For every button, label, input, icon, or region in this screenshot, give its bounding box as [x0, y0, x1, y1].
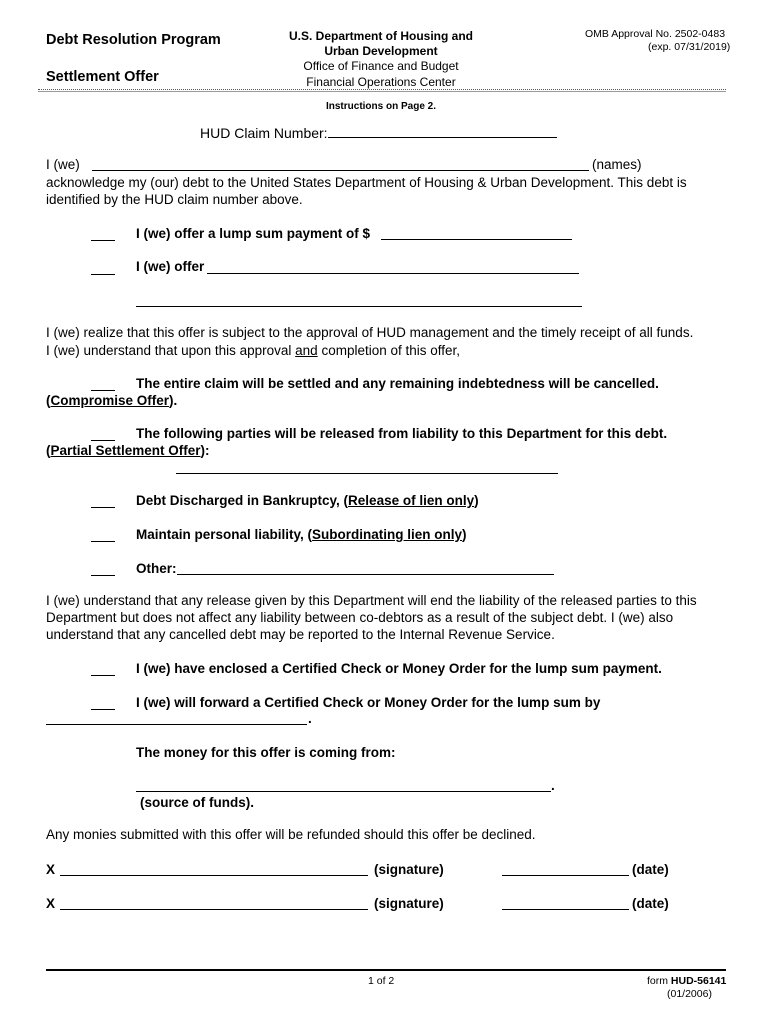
- acknowledge-line-2: identified by the HUD claim number above.: [46, 192, 303, 207]
- signature-field-2[interactable]: [60, 909, 368, 910]
- date-field-2[interactable]: [502, 909, 629, 910]
- names-prefix: I (we): [46, 157, 80, 172]
- date-label-1: (date): [632, 862, 669, 877]
- forward-label: I (we) will forward a Certified Check or Money Order for the lump sum by: [136, 695, 601, 710]
- signature-x-1: X: [46, 862, 56, 877]
- signature-label-1: (signature): [374, 862, 444, 877]
- forward-period: .: [308, 711, 312, 726]
- omb-expiration: (exp. 07/31/2019): [648, 41, 731, 53]
- personal-liability-label: Maintain personal liability, (Subordinating lien only): [136, 527, 467, 542]
- release-line-2: Department but does not affect any liability between co-debtors as a result of the subject debt. I (we) also: [46, 610, 674, 625]
- claim-number-field[interactable]: [328, 137, 557, 138]
- released-parties-field[interactable]: [176, 473, 558, 474]
- other-offer-checkbox[interactable]: [91, 274, 115, 275]
- partial-text: The following parties will be released from liability to this Department for this debt.: [136, 426, 668, 441]
- form-date: (01/2006): [667, 988, 712, 1000]
- enclosed-label: I (we) have enclosed a Certified Check or Money Order for the lump sum payment.: [136, 661, 662, 676]
- other-offer-field[interactable]: [207, 273, 579, 274]
- lump-sum-amount-field[interactable]: [381, 239, 572, 240]
- office-line-2: Financial Operations Center: [306, 75, 456, 89]
- compromise-label: (Compromise Offer).: [46, 393, 178, 408]
- source-question: The money for this offer is coming from:: [136, 745, 396, 760]
- enclosed-checkbox[interactable]: [91, 675, 115, 676]
- forward-date-field[interactable]: [46, 724, 307, 725]
- bankruptcy-label: Debt Discharged in Bankruptcy, (Release of lien only): [136, 493, 479, 508]
- omb-approval: OMB Approval No. 2502-0483: [584, 28, 726, 40]
- approval-line-1: I (we) realize that this offer is subject to the approval of HUD management and the timely receipt of all funds.: [46, 325, 694, 340]
- compromise-text: The entire claim will be settled and any remaining indebtedness will be cancelled.: [136, 376, 659, 391]
- other-option-label: Other:: [136, 561, 177, 576]
- office-line-1: Office of Finance and Budget: [303, 59, 459, 73]
- signature-field-1[interactable]: [60, 875, 368, 876]
- release-line-1: I (we) understand that any release given by this Department will end the liability of the released parties to this: [46, 593, 697, 608]
- names-suffix: (names): [592, 157, 642, 172]
- header-divider: [38, 89, 726, 90]
- bankruptcy-checkbox[interactable]: [91, 507, 115, 508]
- source-of-funds-label: (source of funds).: [140, 795, 254, 810]
- compromise-checkbox[interactable]: [91, 390, 115, 391]
- forward-checkbox[interactable]: [91, 709, 115, 710]
- signature-label-2: (signature): [374, 896, 444, 911]
- form-number: form HUD-56141: [647, 975, 727, 987]
- page-number: 1 of 2: [368, 975, 395, 987]
- instructions-note: Instructions on Page 2.: [325, 101, 437, 112]
- header-divider-2: [38, 91, 726, 92]
- names-field[interactable]: [92, 170, 589, 171]
- claim-number-label: HUD Claim Number:: [200, 125, 328, 141]
- other-option-field[interactable]: [177, 574, 554, 575]
- personal-liability-checkbox[interactable]: [91, 541, 115, 542]
- partial-checkbox[interactable]: [91, 440, 115, 441]
- partial-label: (Partial Settlement Offer):: [46, 443, 210, 458]
- form-title: Settlement Offer: [46, 69, 159, 85]
- source-period: .: [551, 778, 555, 793]
- refund-notice: Any monies submitted with this offer will be refunded should this offer be declined.: [46, 827, 536, 842]
- other-offer-field-2[interactable]: [136, 306, 582, 307]
- other-offer-label: I (we) offer: [136, 259, 205, 274]
- approval-line-2: I (we) understand that upon this approval and completion of this offer,: [46, 343, 461, 358]
- lump-sum-checkbox[interactable]: [91, 240, 115, 241]
- other-option-checkbox[interactable]: [91, 575, 115, 576]
- date-field-1[interactable]: [502, 875, 629, 876]
- lump-sum-label: I (we) offer a lump sum payment of $: [136, 226, 371, 241]
- date-label-2: (date): [632, 896, 669, 911]
- footer-divider: [46, 969, 726, 971]
- source-of-funds-field[interactable]: [136, 791, 551, 792]
- acknowledge-line-1: acknowledge my (our) debt to the United States Department of Housing & Urban Development. This debt is: [46, 175, 687, 190]
- agency-line-2: Urban Development: [324, 44, 438, 58]
- program-title: Debt Resolution Program: [46, 32, 221, 48]
- release-line-3: understand that any cancelled debt may be reported to the Internal Revenue Service.: [46, 627, 555, 642]
- agency-line-1: U.S. Department of Housing and: [288, 29, 473, 43]
- signature-x-2: X: [46, 896, 56, 911]
